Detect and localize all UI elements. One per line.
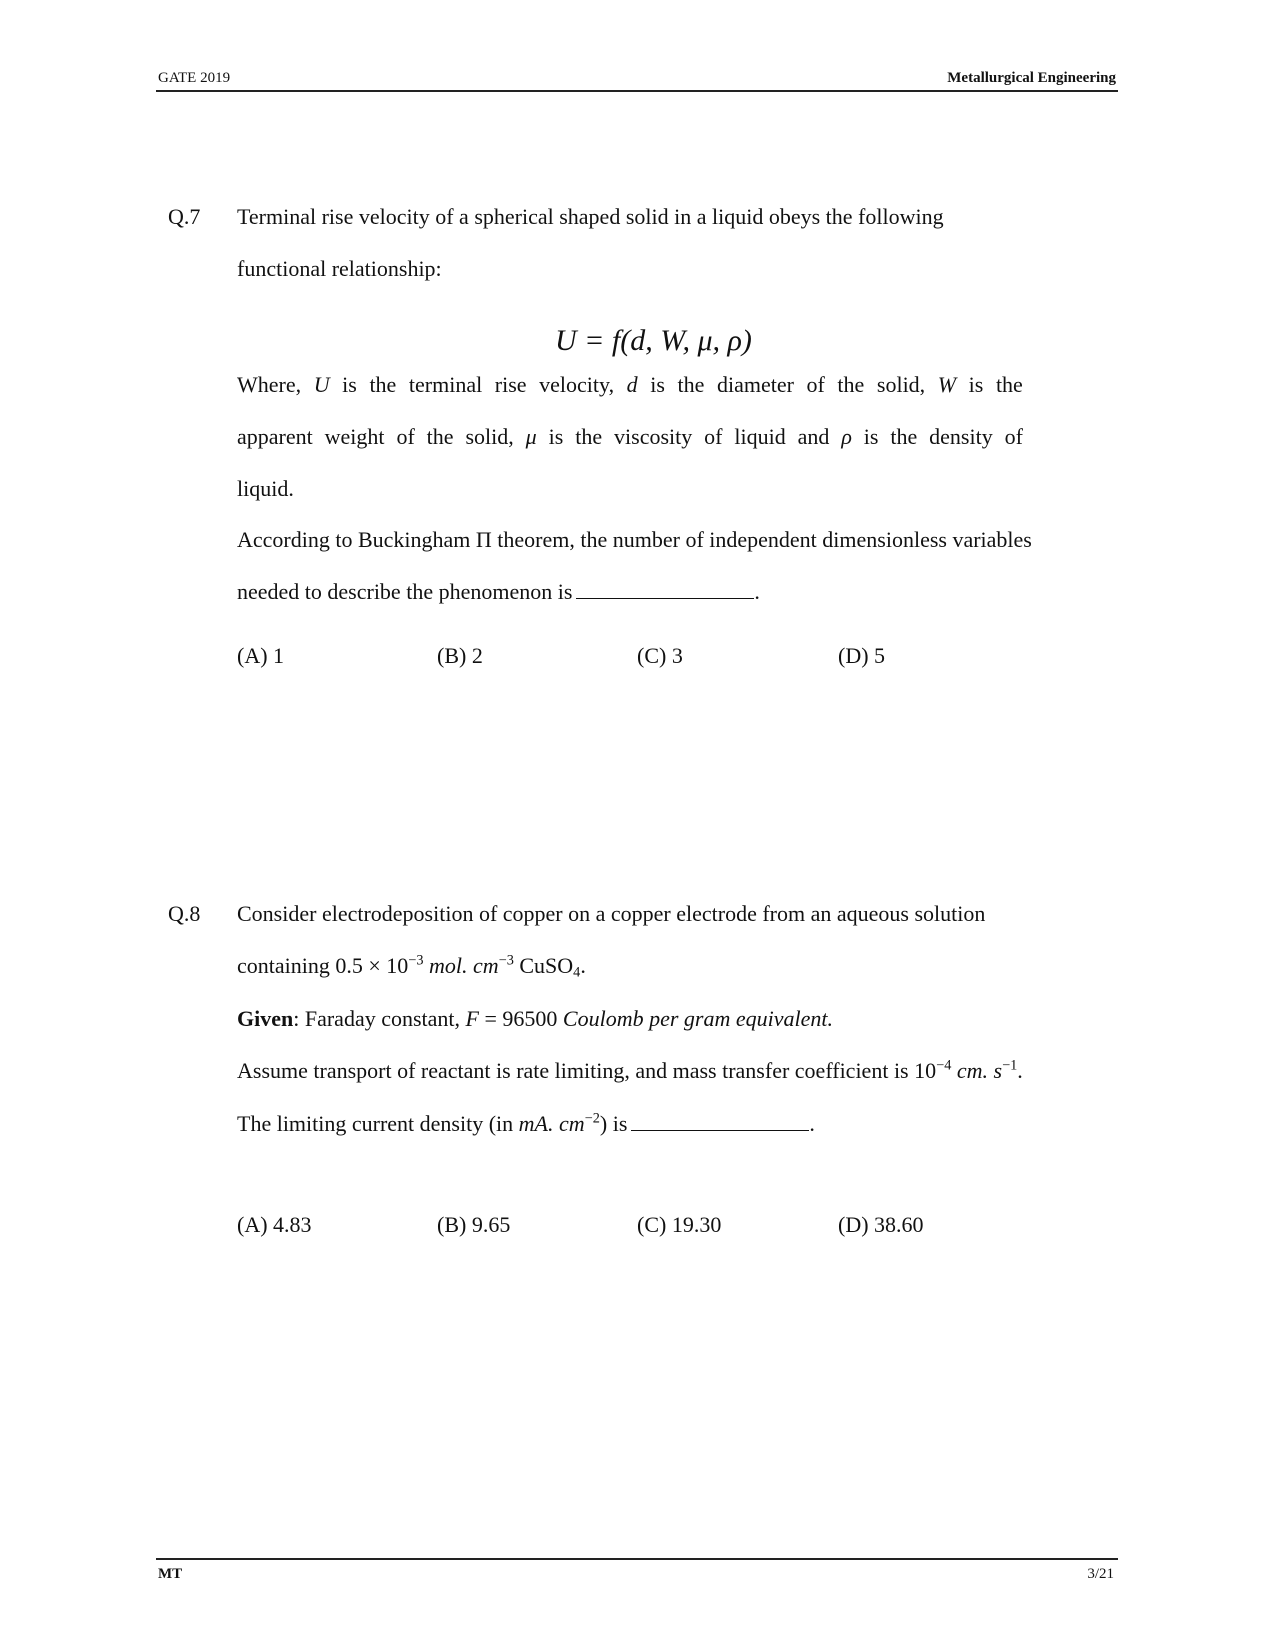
q7-word: is bbox=[650, 372, 665, 397]
q7-word: the bbox=[677, 372, 705, 397]
q8-assume-exponent: −4 bbox=[936, 1057, 952, 1074]
q8-given-variable: F bbox=[465, 1006, 479, 1031]
q7-word: the bbox=[890, 424, 918, 449]
q8-option-b: (B) 9.65 bbox=[437, 1212, 511, 1237]
q8-compound: CuSO bbox=[513, 953, 574, 978]
q7-word: μ bbox=[525, 424, 537, 449]
q8-concentration-exponent: −3 bbox=[408, 952, 424, 969]
q7-word: solid, bbox=[465, 424, 514, 449]
q7-word: is bbox=[968, 372, 984, 397]
q7-option-b: (B) 2 bbox=[437, 643, 483, 668]
question-number-8: Q.8 bbox=[168, 901, 201, 926]
q8-stem-line-1: Consider electrodeposition of copper on a copper electrode from an aqueous solution bbox=[237, 901, 986, 926]
q8-stem-line-2 bbox=[237, 953, 586, 979]
page-header bbox=[156, 68, 1118, 92]
q7-word: of bbox=[1004, 424, 1023, 449]
q8-limit-exponent: −2 bbox=[584, 1110, 600, 1127]
q7-option-c: (C) 3 bbox=[637, 643, 683, 668]
q7-word: ρ bbox=[841, 424, 852, 449]
q8-given-line bbox=[237, 1006, 833, 1032]
q7-word: the bbox=[837, 372, 865, 397]
q7-where-line-3: liquid. bbox=[237, 476, 294, 501]
q8-assume-unit: cm. s bbox=[951, 1058, 1003, 1083]
q7-word: is bbox=[342, 372, 357, 397]
q8-assume-text: Assume transport of reactant is rate limiting, and mass transfer coefficient is 10 bbox=[237, 1058, 937, 1083]
q7-formula-text: U = f(d, W, μ, ρ) bbox=[555, 324, 752, 357]
q8-answer-blank bbox=[631, 1112, 809, 1131]
q7-word: of bbox=[806, 372, 825, 397]
q8-compound-subscript: 4 bbox=[573, 964, 581, 981]
q7-word: solid, bbox=[876, 372, 926, 397]
q8-assume-end: . bbox=[1017, 1058, 1023, 1083]
q7-theorem-line-1: According to Buckingham Π theorem, the number of independent dimensionless variables bbox=[237, 527, 1032, 552]
q7-word: U bbox=[313, 372, 330, 397]
q7-end-punct: . bbox=[754, 579, 760, 604]
q8-concentration-unit: mol. cm bbox=[423, 953, 499, 978]
q7-option-d: (D) 5 bbox=[838, 643, 886, 668]
q8-limit-unit: mA. cm bbox=[518, 1111, 585, 1136]
q8-concentration-value: containing 0.5 × 10 bbox=[237, 953, 409, 978]
q7-where-line-1 bbox=[237, 372, 1023, 398]
q7-word: is bbox=[863, 424, 879, 449]
q7-word: W bbox=[937, 372, 957, 397]
q8-assume-unit-exponent: −1 bbox=[1002, 1057, 1018, 1074]
paper-subject: Metallurgical Engineering bbox=[947, 70, 1116, 86]
q7-formula bbox=[555, 324, 752, 358]
q7-word: weight bbox=[324, 424, 385, 449]
question-number-7: Q.7 bbox=[168, 204, 201, 229]
q7-word: the bbox=[369, 372, 397, 397]
q8-given-value: = 96500 bbox=[478, 1006, 563, 1031]
q8-given-unit: Coulomb per gram equivalent. bbox=[562, 1006, 833, 1031]
q8-assume-line bbox=[237, 1058, 1023, 1084]
q8-limit-line bbox=[237, 1111, 815, 1137]
paper-code: MT bbox=[158, 1566, 183, 1582]
q8-limit-text: The limiting current density (in bbox=[237, 1111, 519, 1136]
q7-word: the bbox=[575, 424, 603, 449]
q7-theorem-text: needed to describe the phenomenon is bbox=[237, 579, 573, 604]
q8-line2-end: . bbox=[580, 953, 586, 978]
q7-theorem-line-2 bbox=[237, 579, 760, 605]
q7-word: is bbox=[548, 424, 564, 449]
q7-word: velocity, bbox=[539, 372, 615, 397]
q7-answer-blank bbox=[576, 580, 754, 599]
q8-option-c: (C) 19.30 bbox=[637, 1212, 722, 1237]
q8-given-text: : Faraday constant, bbox=[293, 1006, 466, 1031]
q7-word: d bbox=[626, 372, 638, 397]
q7-word: the bbox=[995, 372, 1023, 397]
q7-option-a: (A) 1 bbox=[237, 643, 285, 668]
q8-given-label: Given bbox=[237, 1006, 294, 1031]
q7-word: apparent bbox=[237, 424, 313, 449]
q7-word: of bbox=[396, 424, 415, 449]
q7-word: terminal bbox=[408, 372, 483, 397]
q7-stem-line-2: functional relationship: bbox=[237, 256, 442, 281]
q7-where-line-2 bbox=[237, 424, 1023, 450]
page-footer bbox=[156, 1558, 1118, 1584]
q7-word: and bbox=[797, 424, 830, 449]
q7-word: the bbox=[426, 424, 454, 449]
q8-end-punct: . bbox=[809, 1111, 815, 1136]
q7-word: rise bbox=[494, 372, 527, 397]
q7-word: viscosity bbox=[614, 424, 693, 449]
q7-word: liquid bbox=[734, 424, 786, 449]
q8-unit-exponent: −3 bbox=[498, 952, 514, 969]
q7-word: diameter bbox=[716, 372, 794, 397]
q7-word: density bbox=[929, 424, 993, 449]
exam-title: GATE 2019 bbox=[158, 70, 231, 86]
page-number: 3/21 bbox=[1087, 1566, 1114, 1582]
q7-word: Where, bbox=[237, 372, 302, 397]
q8-option-a: (A) 4.83 bbox=[237, 1212, 312, 1237]
q8-option-d: (D) 38.60 bbox=[838, 1212, 924, 1237]
q7-stem-line-1: Terminal rise velocity of a spherical shaped solid in a liquid obeys the following bbox=[237, 204, 944, 229]
q7-word: of bbox=[704, 424, 723, 449]
q8-limit-post: ) is bbox=[599, 1111, 628, 1136]
